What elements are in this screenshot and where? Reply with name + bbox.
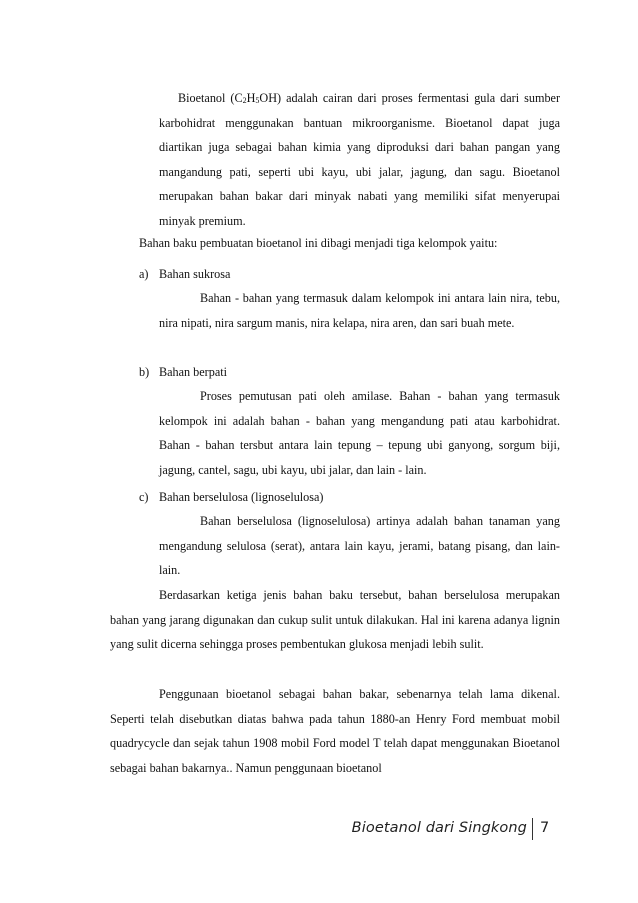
intro-text-start: Bioetanol (C xyxy=(178,91,243,105)
list-item-title-b: Bahan berpati xyxy=(159,365,228,379)
footer-divider xyxy=(532,818,533,840)
list-marker-c: c) xyxy=(139,490,149,504)
intro-paragraph xyxy=(159,86,560,234)
intro-text-h: H xyxy=(246,91,256,105)
list-item-title-a: Bahan sukrosa xyxy=(159,267,231,281)
raw-materials-intro: Bahan baku pembuatan bioetanol ini dibagi menjadi tiga kelompok yaitu: xyxy=(139,236,498,250)
list-item-body-c: Bahan berselulosa (lignoselulosa) artinya adalah bahan tanaman yang mengandung selulosa (serat), antara lain kayu, jerami, batang pisang, dan lain-lain. xyxy=(159,514,560,578)
footer-title: Bioetanol dari Singkong xyxy=(351,820,527,836)
list-item-body-a: Bahan - bahan yang termasuk dalam kelompok ini antara lain nira, tebu, nira nipati, nira sargum manis, nira kelapa, nira aren, dan sari buah mete. xyxy=(159,291,560,330)
list-marker-b: b) xyxy=(139,365,150,379)
intro-subscript-5: 5 xyxy=(255,96,260,105)
page-footer xyxy=(0,814,638,844)
list-marker-a: a) xyxy=(139,267,149,281)
list-item-body-b: Proses pemutusan pati oleh amilase. Bahan - bahan yang termasuk kelompok ini adalah bahan - bahan yang mengandung pati atau karbohidrat. Bahan - bahan tersbut antara lain tepung – tepung ubi ganyong, sorgum biji, jagung, cantel, sagu, ubi kayu, ubi jalar, dan lain - lain. xyxy=(159,389,560,477)
history-paragraph: Penggunaan bioetanol sebagai bahan bakar, sebenarnya telah lama dikenal. Seperti telah disebutkan diatas bahwa pada tahun 1880-an Henry Ford membuat mobil quadrycycle dan sejak tahun 1908 mobil Ford model T telah dapat menggunakan Bioetanol sebagai bahan bakarnya.. Namun penggunaan bioetanol xyxy=(110,687,560,775)
page-number: 7 xyxy=(540,820,550,836)
cellulose-paragraph: Berdasarkan ketiga jenis bahan baku tersebut, bahan berselulosa merupakan bahan yang jarang digunakan dan cukup sulit untuk dilakukan. Hal ini karena adanya lignin yang sulit dicerna sehingga proses pembentukan glukosa menjadi lebih sulit. xyxy=(110,588,560,652)
intro-text-rest: OH) adalah cairan dari proses fermentasi gula dari sumber karbohidrat menggunakan bantuan mikroorganisme. Bioetanol dapat juga diartikan juga sebagai bahan kimia yang diproduksi dari bahan pangan yang mangandung pati, seperti ubi kayu, ubi jalar, jagung, dan sagu. Bioetanol merupakan bahan bakar dari minyak nabati yang memiliki sifat menyerupai minyak premium. xyxy=(159,91,561,228)
intro-subscript-2: 2 xyxy=(242,96,247,105)
list-item-title-c: Bahan berselulosa (lignoselulosa) xyxy=(159,490,324,504)
